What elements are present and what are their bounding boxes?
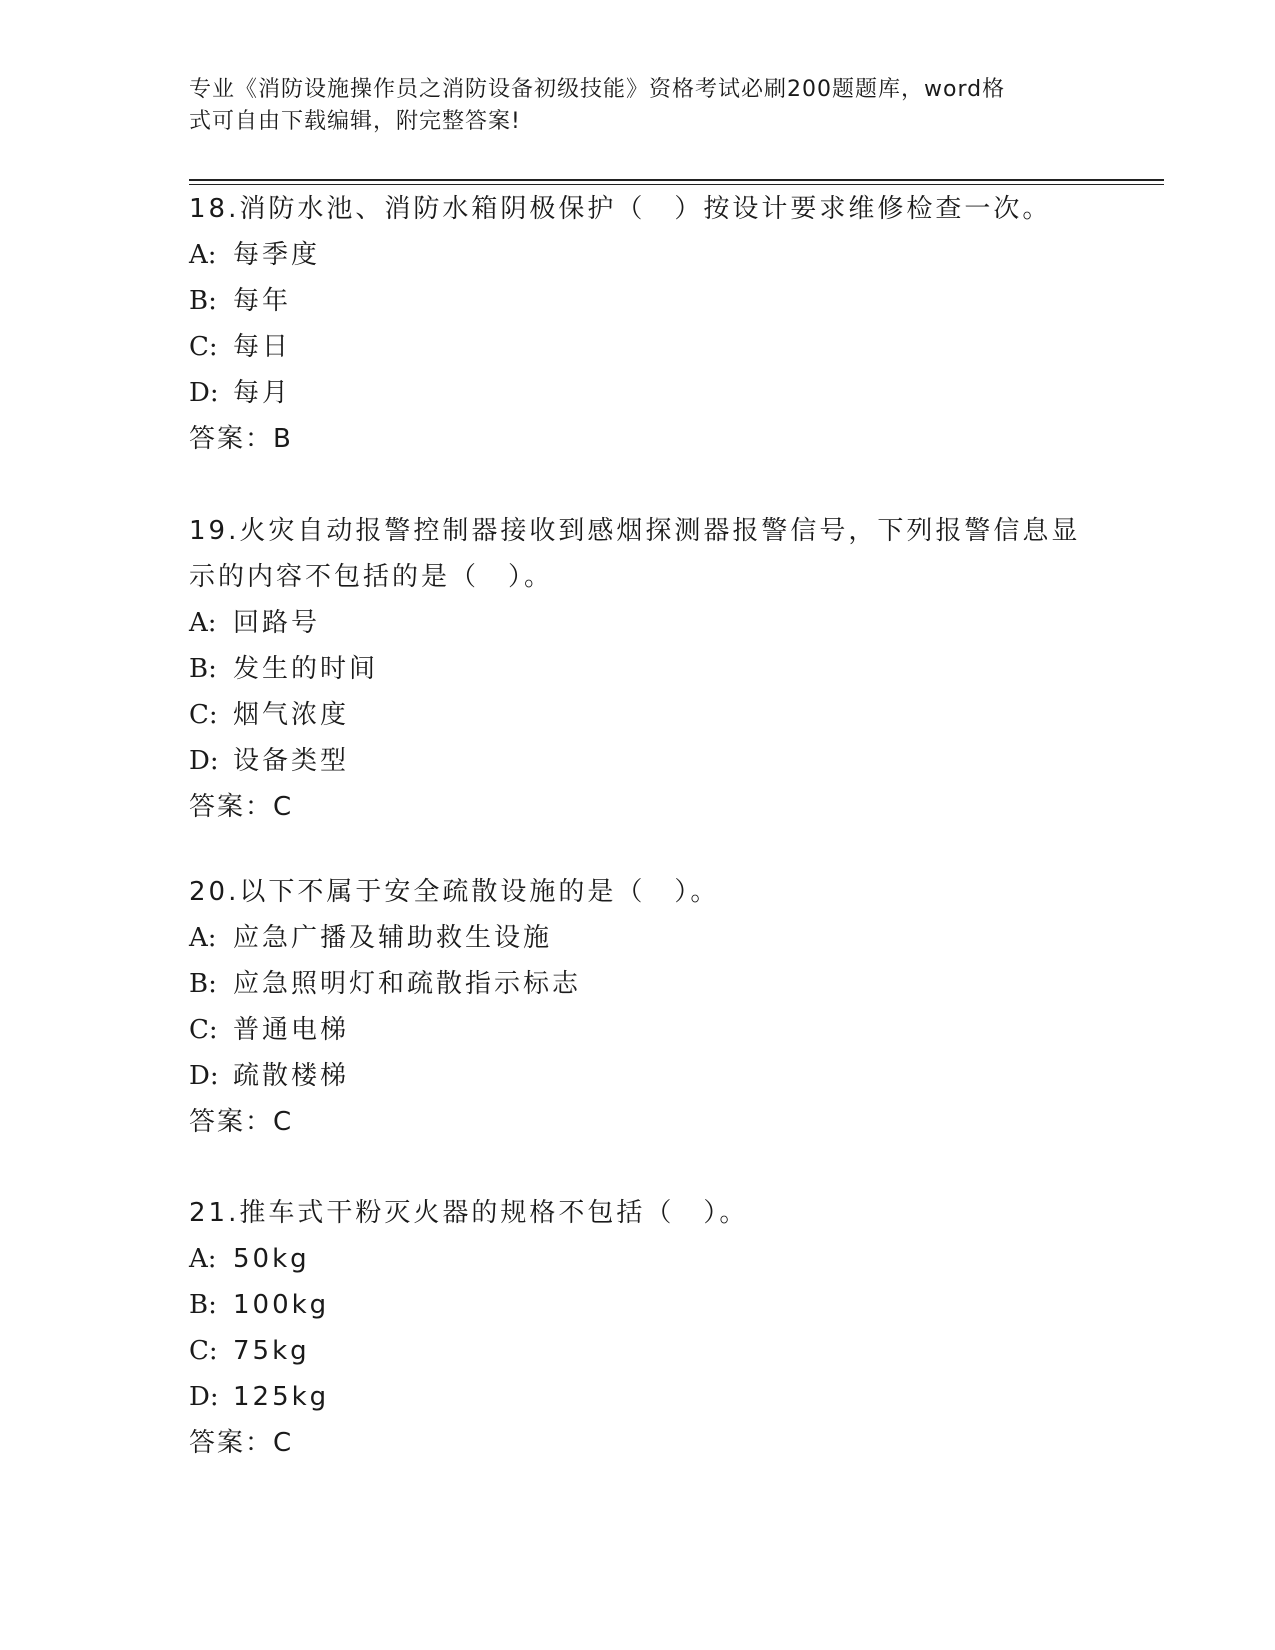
answer-value: C [273,1428,292,1458]
answer-value: B [273,424,291,454]
option-text: 回路号 [233,608,321,638]
option-letter: B: [189,654,217,684]
option-c [189,692,1089,738]
question-stem-continued: 示的内容不包括的是（ ）。 [189,562,554,592]
option-d [189,738,1089,784]
answer-value: C [273,1107,292,1137]
option-letter: B: [189,969,217,999]
option-letter: C: [189,1336,218,1366]
option-d [189,1374,1089,1420]
option-letter: D: [189,746,219,776]
option-c [189,1328,1089,1374]
option-text: 发生的时间 [233,654,379,684]
option-letter: D: [189,1382,219,1412]
option-text: 50kg [233,1244,310,1274]
option-text: 125kg [233,1382,330,1412]
question-stem: 21.推车式干粉灭火器的规格不包括（ ）。 [189,1198,749,1228]
option-d [189,370,1089,416]
option-b [189,961,1089,1007]
option-text: 烟气浓度 [233,700,350,730]
option-text: 每日 [233,332,292,362]
option-text: 疏散楼梯 [233,1061,350,1091]
option-a [189,915,1089,961]
question-20 [189,869,1089,1145]
option-text: 每季度 [233,240,321,270]
option-a [189,1236,1089,1282]
option-text: 普通电梯 [233,1015,350,1045]
question-21 [189,1190,1089,1466]
answer [189,784,1089,830]
question-stem: 20.以下不属于安全疏散设施的是（ ）。 [189,877,720,907]
option-text: 设备类型 [233,746,350,776]
header-line-1: 专业《消防设施操作员之消防设备初级技能》资格考试必刷200题题库，word格 [189,77,1006,102]
question-19 [189,508,1089,830]
option-letter: B: [189,1290,217,1320]
option-c [189,324,1089,370]
option-letter: D: [189,1061,219,1091]
option-text: 75kg [233,1336,310,1366]
option-b [189,646,1089,692]
option-text: 100kg [233,1290,330,1320]
option-text: 应急照明灯和疏散指示标志 [233,969,582,999]
option-letter: A: [189,1244,217,1274]
answer [189,416,1089,462]
question-18 [189,186,1089,462]
question-stem: 18.消防水池、消防水箱阴极保护（ ）按设计要求维修检查一次。 [189,194,1052,224]
option-b [189,1282,1089,1328]
header-line-2: 式可自由下载编辑，附完整答案! [189,109,521,134]
answer [189,1099,1089,1145]
option-letter: B: [189,286,217,316]
answer-label: 答案： [189,424,274,454]
option-letter: C: [189,700,218,730]
header-divider-thick [189,179,1164,181]
answer-label: 答案： [189,1107,274,1137]
option-text: 每月 [233,378,292,408]
document-header [189,74,1089,138]
option-letter: C: [189,332,218,362]
option-a [189,600,1089,646]
header-divider-thin [189,184,1164,185]
option-letter: D: [189,378,219,408]
answer-label: 答案： [189,1428,274,1458]
option-b [189,278,1089,324]
question-stem: 19.火灾自动报警控制器接收到感烟探测器报警信号，下列报警信息显 [189,516,1081,546]
option-letter: A: [189,923,217,953]
option-text: 每年 [233,286,292,316]
option-c [189,1007,1089,1053]
option-a [189,232,1089,278]
option-d [189,1053,1089,1099]
option-letter: A: [189,240,217,270]
answer [189,1420,1089,1466]
option-letter: C: [189,1015,218,1045]
answer-value: C [273,792,292,822]
option-text: 应急广播及辅助救生设施 [233,923,553,953]
option-letter: A: [189,608,217,638]
answer-label: 答案： [189,792,274,822]
